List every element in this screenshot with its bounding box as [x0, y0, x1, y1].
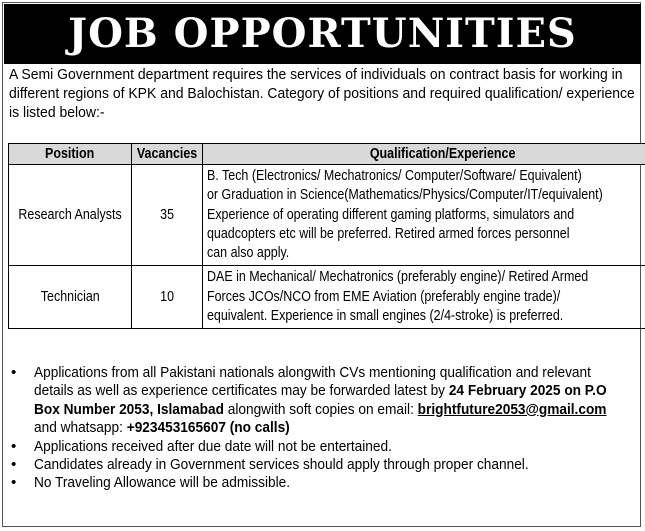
email-link[interactable]: brightfuture2053@gmail.com [417, 400, 607, 418]
vacancies-cell: 10 [132, 266, 203, 329]
qualification-line: Experience of operating different gaming platforms, simulators and [207, 206, 575, 223]
qualification-line: equivalent. Experience in small engines (2/4-stroke) is preferred. [207, 308, 564, 325]
qualification-cell [203, 165, 645, 266]
qualification-line: quadcopters etc will be preferred. Retired armed forces personnel [207, 225, 570, 242]
intro-line: A Semi Government department requires the services of individuals on contract basis for working in [9, 66, 623, 83]
note-line: details as well as experience certificates may be forwarded latest by 24 February 2025 on P.O [34, 382, 607, 400]
note-line: and whatsapp: +923453165607 (no calls) [34, 419, 290, 437]
po-box-text: Box Number 2053, Islamabad [34, 400, 224, 418]
intro-paragraph [9, 65, 635, 122]
position-cell: Technician [9, 266, 132, 329]
table-row [9, 165, 645, 266]
vacancies-cell: 35 [132, 165, 203, 266]
list-item [8, 474, 638, 492]
table-header-row [9, 144, 645, 165]
page-title: JOB OPPORTUNITIES [68, 10, 577, 57]
qualification-cell [203, 266, 645, 329]
qualification-line: DAE in Mechanical/ Mechatronics (preferably engine)/ Retired Armed [207, 269, 589, 286]
note-line: No Traveling Allowance will be admissible. [34, 474, 291, 492]
list-item [8, 438, 638, 456]
header-qualification: Qualification/Experience [203, 144, 645, 165]
qualification-line: Forces JCOs/NCO from EME Aviation (preferably engine trade)/ [207, 288, 561, 305]
note-line: Applications from all Pakistani nationals alongwith CVs mentioning qualification and relevant [34, 364, 591, 381]
note-line: Candidates already in Government services should apply through proper channel. [34, 456, 529, 474]
bullet: • [11, 474, 17, 492]
intro-line: different regions of KPK and Balochistan. Category of positions and required qualification/ experience [9, 85, 635, 102]
deadline-text: 24 February 2025 on P.O [448, 382, 607, 400]
intro-line: is listed below:- [9, 104, 105, 121]
notes-list [8, 364, 638, 493]
qualification-line: or Graduation in Science(Mathematics/Physics/Computer/IT/equivalent) [207, 187, 603, 204]
whatsapp-number: +923453165607 (no calls) [126, 419, 290, 437]
bullet: • [11, 456, 17, 474]
list-item [8, 364, 638, 438]
header-vacancies: Vacancies [132, 144, 203, 165]
positions-table [8, 143, 645, 329]
title-banner [4, 4, 641, 64]
bullet: • [11, 364, 17, 381]
qualification-line: can also apply. [207, 245, 290, 262]
position-cell: Research Analysts [9, 165, 132, 266]
bullet: • [11, 437, 17, 455]
note-line: Applications received after due date will not be entertained. [34, 437, 392, 455]
note-line: Box Number 2053, Islamabad alongwith soft copies on email: brightfuture2053@gmail.com [34, 400, 607, 418]
list-item [8, 456, 638, 474]
header-position: Position [9, 144, 132, 165]
table-row [9, 266, 645, 329]
qualification-line: B. Tech (Electronics/ Mechatronics/ Computer/Software/ Equivalent) [207, 168, 582, 184]
